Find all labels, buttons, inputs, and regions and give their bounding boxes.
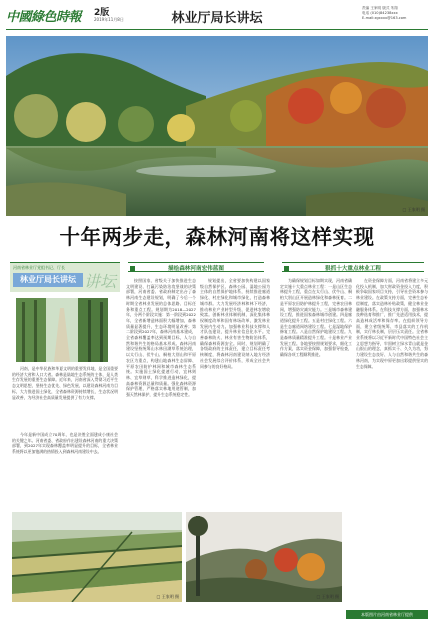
farmland-shelterbelt-image [12, 512, 182, 602]
author-title: 河南省林业厅党组书记、厅长 [13, 265, 65, 270]
tree-lined-road-image [16, 298, 108, 362]
footer-tag: 本版图片由河南省林业厅提供 [346, 610, 428, 619]
section-title-2: 狠抓十大重点林业工程 [325, 266, 381, 272]
article-column-4: 在资金保障方面，河南省将建立多元化投入机制，加大财政资金投入力度，积极争取国家项目支持，引导社会资本参与林业建设。在政策支持方面，完善生态补偿制度，落实造林补贴政策，健全林业金融服务体系。在科技支撑方面，加强林木良种选育和推广，推广先进适用技术，提高造林成活率和保存率。在组织领导方面，建立省级统筹、市县落实的工作机制，实行林长制，层层压实责任。全省林业系统将以习近平新时代中国特色社会主义思想为指导，牢固树立绿水青山就是金山银山的理念，真抓实干、久久为功，努力建设生态良好、人与自然和谐共生的森林河南，为实现中原更加出彩提供坚实的生态保障。 [356, 278, 428, 369]
page-headline: 十年两步走，森林河南将这样实现 [59, 225, 375, 249]
editor-line: E-mail:zgxxxx@163.com [362, 16, 407, 21]
editor-info [362, 6, 428, 22]
article-column-2: 规划提出，全省要加快构建以国家级自然保护区、森林公园、湿地公园为主体的自然保护地体系，持续推进廊道绿化、村庄绿化和城市绿化，打造森林城市群。大力发展经济林和林下经济，推动林业产业转型升级，促进林农增收致富。创新林业体制机制，深化集体林权制度改革和国有林场改革，激发林业发展内生动力。加强林业科技支撑和人才队伍建设，提升林业信息化水平。完善森林防火、林业有害生物防治体系，确保森林资源安全。同时，规划明确了各级政府的主体责任，建立目标责任考核制度，将森林河南建设纳入地方经济社会发展综合评价体系，形成全社会共同参与的良好格局。 [200, 278, 270, 369]
photo-credit: □ 王家明 摄 [156, 594, 179, 599]
farmland-photo [12, 512, 182, 602]
photo-credit: □ 王家明 摄 [402, 207, 425, 212]
section-title: 林业厅局长讲坛 [171, 11, 263, 26]
page-number: 2版 [94, 8, 110, 18]
intro-paragraph-2: 今年是新中国成立70周年，也是决胜全面建成小康社会的关键之年。河南省委、省政府作出建设森林河南的重大决策部署，到2027年实现森林覆盖率明显提升的目标，全省林业系统将以更加饱满的热情投入到森林河南建设中去。 [12, 432, 118, 455]
section-title-1: 描绘森林河南宏伟蓝图 [168, 266, 224, 272]
editor-line: 责编 王家明 版式 朱翔 [362, 6, 398, 10]
column-label-box [10, 262, 120, 292]
article-column-1: 按照国家、省级关于加快推进生态文明建设、打赢污染防治攻坚战的决策部署，河南省委、省政府制定出台了森林河南生态建设规划，明确了今后一个时期全省林业发展的总体思路、目标任务和重点工程。规划期为2018—2027年，分两个阶段实施：第一阶段到2022年，全省新增造林面积大幅增加，森林质量显著提升，生态环境明显改善；第二阶段到2027年，森林河南基本建成，全省森林覆盖率达到预期目标，人与自然和谐共生的格局基本形成。森林河南建设坚持统筹山水林田湖草系统治理，以太行山、伏牛山、桐柏大别山和平原农区为重点，构建山地森林生态屏障、平原农田防护林网和城市森林生态系统。实施国土绿化提速行动，宜林则林、宜草则草，科学推进造林绿化，提高森林资源总量和质量。强化森林资源保护管理，严格落实林地用途管制，加强天然林保护，提升生态系统稳定性。 [126, 278, 196, 398]
column-label: 林业厅局长讲坛 [13, 273, 83, 287]
newspaper-logo: 中國綠色時報 [6, 10, 82, 25]
tree-road-photo [16, 298, 108, 362]
mountain-forest-photo [186, 512, 342, 602]
editor-line: 电话 (010)84238xxx [362, 11, 398, 16]
section-header-1 [128, 262, 264, 272]
masthead [6, 4, 428, 30]
forest-lake-image [6, 36, 428, 216]
issue-date: 2019年11月8日 [94, 17, 124, 22]
autumn-mountain-image [186, 512, 342, 602]
section-header-2 [282, 262, 424, 272]
article-column-3: 为确保规划目标如期实现，河南省确定实施十大重点林业工程：一是山区生态林提升工程，重点在太行山、伏牛山、桐柏大别山区开展造林绿化和森林抚育。二是平原农田防护林提升工程，完善农田林网，增强防灾减灾能力。三是城市森林建设工程，推进国家森林城市创建。四是廊道绿化提升工程。五是村庄绿化工程。六是生态廊道网络建设工程。七是湿地保护修复工程。八是自然保护地建设工程。九是森林质量精准提升工程。十是林业产业发展工程。各地要按照规划要求，细化工作方案，落实资金保障，加强督导检查，确保各项工程顺利推进。 [280, 278, 352, 358]
intro-paragraph: 河南，是中华民族和华夏文明的重要发祥地，是全国重要的经济大省和人口大省。森林是陆地生态系统的主体，是人类生存发展的重要生态保障。近年来，河南省深入贯彻习近平生态文明思想，坚持生态优先、绿色发展，以建设森林河南为目标，大力推进国土绿化，全省森林资源持续增长，生态状况明显改善，为经济社会高质量发展提供了有力支撑。 [12, 366, 118, 400]
column-deco-text: 讲坛 [83, 272, 116, 291]
hero-photo [6, 36, 428, 216]
photo-credit: □ 王家明 摄 [316, 594, 339, 599]
